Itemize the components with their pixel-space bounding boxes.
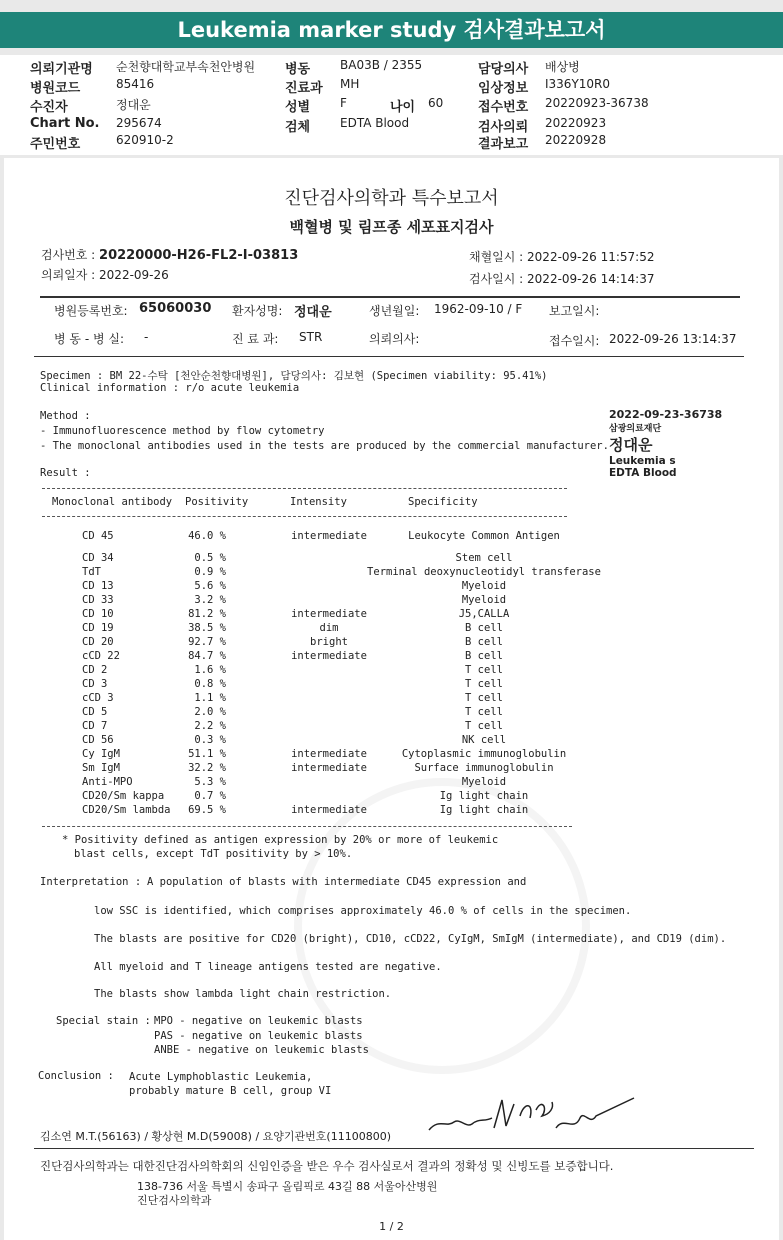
- specificity-cell: B cell: [465, 636, 503, 648]
- specimen-stamp: [609, 408, 722, 479]
- referring-doctor-label: 의뢰의사:: [369, 332, 420, 346]
- page-number: 1 / 2: [379, 1220, 404, 1233]
- patient-name-label: 환자성명:: [232, 304, 283, 318]
- department-label: 진 료 과:: [232, 332, 279, 346]
- specificity-cell: Terminal deoxynucleotidyl transferase: [367, 566, 601, 578]
- stamp-number: 2022-09-23-36738: [609, 408, 723, 421]
- hospital-code-label: 병원코드: [30, 81, 81, 96]
- result-report-value: 20220928: [545, 133, 607, 147]
- antibody-cell: CD20/Sm lambda: [82, 804, 171, 816]
- specificity-cell: Stem cell: [455, 552, 513, 564]
- result-report-label: 결과보고: [478, 137, 529, 152]
- interpretation-line-2: low SSC is identified, which comprises approximately 46.0 % of cells in the specimen.: [94, 905, 632, 917]
- doctor-signature: [424, 1088, 639, 1138]
- header-info: [0, 55, 783, 155]
- footnote-line-1: * Positivity defined as antigen expression by 20% or more of leukemic: [62, 834, 499, 846]
- intensity-cell: intermediate: [291, 608, 367, 620]
- conclusion-label: Conclusion :: [38, 1070, 114, 1082]
- antibody-cell: Cy IgM: [82, 748, 120, 760]
- patient-value: 정대운: [116, 98, 151, 112]
- report-time-label: 보고일시:: [549, 304, 600, 318]
- divider: [34, 356, 744, 357]
- hospital-label: 의뢰기관명: [30, 62, 93, 77]
- positivity-cell: 81.2 %: [188, 608, 226, 620]
- specificity-cell: Cytoplasmic immunoglobulin: [401, 748, 567, 760]
- birth-label: 생년월일:: [369, 304, 420, 318]
- positivity-cell: 0.3 %: [194, 734, 226, 746]
- positivity-cell: 2.2 %: [194, 720, 226, 732]
- specificity-cell: T cell: [465, 720, 503, 732]
- col-header-intensity: Intensity: [290, 496, 347, 508]
- positivity-cell: 0.8 %: [194, 678, 226, 690]
- specificity-cell: Ig light chain: [439, 804, 529, 816]
- resident-no-value: 620910-2: [116, 133, 174, 147]
- exam-no-label: 검사번호 :: [41, 248, 100, 262]
- footnote-line-2: blast cells, except TdT positivity by > 10%.: [74, 848, 353, 860]
- table-bottom-rule: [42, 826, 572, 827]
- method-line-2: - The monoclonal antibodies used in the tests are produced by the commercial manufacturer.: [40, 440, 609, 452]
- antibody-cell: cCD 3: [82, 692, 114, 704]
- positivity-cell: 3.2 %: [194, 594, 226, 606]
- specificity-cell: Ig light chain: [439, 790, 529, 802]
- positivity-cell: 0.7 %: [194, 790, 226, 802]
- patient-name: 정대운: [294, 305, 332, 320]
- ward-room-label: 병 동 - 병 실:: [54, 332, 124, 346]
- intensity-cell: intermediate: [291, 748, 367, 760]
- special-stain-line-3: ANBE - negative on leukemic blasts: [154, 1044, 369, 1056]
- antibody-cell: CD 3: [82, 678, 108, 690]
- request-date: 의뢰일자 : 2022-09-26: [41, 268, 169, 282]
- antibody-cell: CD 56: [82, 734, 114, 746]
- positivity-cell: 32.2 %: [188, 762, 226, 774]
- receipt-no-label: 접수번호: [478, 100, 529, 115]
- ward-value: BA03B / 2355: [340, 58, 423, 72]
- reg-no: 65060030: [139, 301, 212, 316]
- clinical-info-label: 임상정보: [478, 81, 529, 96]
- antibody-cell: CD 7: [82, 720, 108, 732]
- intensity-cell: intermediate: [291, 650, 367, 662]
- specificity-cell: Myeloid: [461, 594, 507, 606]
- hospital-value: 순천향대학교부속천안병원: [116, 60, 256, 74]
- report-document: [4, 158, 779, 1240]
- specimen-value: EDTA Blood: [340, 116, 410, 130]
- specificity-cell: Myeloid: [461, 580, 507, 592]
- stamp-test: Leukemia s: [609, 455, 676, 467]
- conclusion-line-2: probably mature B cell, group VI: [129, 1085, 332, 1097]
- doctor-label: 담당의사: [478, 62, 529, 77]
- interpretation-line-1: A population of blasts with intermediate CD45 expression and: [147, 876, 527, 888]
- result-label: Result :: [40, 467, 91, 479]
- intensity-cell: dim: [319, 622, 339, 634]
- dept-value: MH: [340, 77, 360, 91]
- antibody-cell: cCD 22: [82, 650, 120, 662]
- antibody-cell: CD20/Sm kappa: [82, 790, 165, 802]
- address-line-2: 진단검사의학과: [137, 1194, 212, 1207]
- sex-label: 성별: [285, 100, 311, 115]
- antibody-cell: CD 2: [82, 664, 108, 676]
- antibody-cell: TdT: [82, 566, 101, 578]
- conclusion-line-1: Acute Lymphoblastic Leukemia,: [129, 1071, 313, 1083]
- specificity-cell: NK cell: [461, 734, 507, 746]
- receipt-time-label: 접수일시:: [549, 334, 600, 348]
- specificity-cell: T cell: [465, 706, 503, 718]
- reg-no-label: 병원등록번호:: [54, 304, 128, 318]
- test-time: 검사일시 : 2022-09-26 14:14:37: [469, 272, 655, 286]
- clinical-info-value: I336Y10R0: [545, 77, 611, 91]
- antibody-cell: CD 10: [82, 608, 114, 620]
- interpretation-line-3: The blasts are positive for CD20 (bright), CD10, cCD22, CyIgM, SmIgM (intermediate), and CD19 (dim).: [94, 933, 727, 945]
- ward-label: 병동: [285, 62, 311, 77]
- department-value: STR: [299, 330, 323, 344]
- interpretation-label: Interpretation :: [40, 876, 142, 888]
- table-header-rule: [42, 516, 567, 517]
- positivity-cell: 1.6 %: [194, 664, 226, 676]
- specimen-line: Specimen : BM 22-수탁 [천안순천향대병원], 담당의사: 김보현 (Specimen viability: 95.41%): [40, 370, 548, 382]
- positivity-cell: 92.7 %: [188, 636, 226, 648]
- special-stain-line-1: MPO - negative on leukemic blasts: [154, 1015, 363, 1027]
- chart-no-value: 295674: [116, 116, 162, 130]
- method-title: Method :: [40, 410, 91, 422]
- report-title: Leukemia marker study 검사결과보고서: [0, 12, 783, 48]
- antibody-cell: Anti-MPO: [82, 776, 133, 788]
- exam-no: 20220000-H26-FL2-I-03813: [99, 248, 299, 263]
- table-top-rule: [42, 488, 567, 489]
- positivity-cell: 2.0 %: [194, 706, 226, 718]
- dept-label: 진료과: [285, 81, 323, 96]
- interpretation-line-4: All myeloid and T lineage antigens tested are negative.: [94, 961, 442, 973]
- divider: [40, 296, 740, 298]
- intensity-cell: intermediate: [291, 804, 367, 816]
- intensity-cell: bright: [310, 636, 348, 648]
- positivity-cell: 69.5 %: [188, 804, 226, 816]
- age-label: 나이: [390, 100, 416, 115]
- hospital-code-value: 85416: [116, 77, 155, 91]
- antibody-cell: CD 45: [82, 530, 114, 542]
- specificity-cell: Myeloid: [461, 776, 507, 788]
- specificity-cell: T cell: [465, 678, 503, 690]
- chart-no-label: Chart No.: [30, 116, 100, 131]
- col-header-specificity: Specificity: [408, 496, 478, 508]
- special-stain-label: Special stain :: [56, 1015, 151, 1027]
- sex-value: F: [340, 96, 347, 110]
- certification-text: 진단검사의학과는 대한진단검사의학회의 신임인증을 받은 우수 검사실로서 결과의 정확성 및 신빙도를 보증합니다.: [40, 1159, 614, 1173]
- specificity-cell: T cell: [465, 692, 503, 704]
- resident-no-label: 주민번호: [30, 137, 81, 152]
- positivity-cell: 1.1 %: [194, 692, 226, 704]
- specimen-label: 검체: [285, 120, 311, 135]
- request-value: 20220923: [545, 116, 607, 130]
- positivity-cell: 0.9 %: [194, 566, 226, 578]
- col-header-positivity: Positivity: [185, 496, 249, 508]
- antibody-cell: CD 34: [82, 552, 114, 564]
- antibody-cell: CD 20: [82, 636, 114, 648]
- intensity-cell: intermediate: [291, 530, 367, 542]
- receipt-time-value: 2022-09-26 13:14:37: [609, 332, 737, 346]
- specificity-cell: T cell: [465, 664, 503, 676]
- positivity-cell: 38.5 %: [188, 622, 226, 634]
- positivity-cell: 84.7 %: [188, 650, 226, 662]
- divider: [34, 1148, 754, 1149]
- specificity-cell: Leukocyte Common Antigen: [408, 530, 560, 542]
- birth-value: 1962-09-10 / F: [434, 302, 523, 316]
- patient-label: 수진자: [30, 100, 68, 115]
- positivity-cell: 5.3 %: [194, 776, 226, 788]
- antibody-cell: CD 5: [82, 706, 108, 718]
- ward-room-value: -: [144, 330, 149, 344]
- interpretation-line-5: The blasts show lambda light chain restriction.: [94, 988, 392, 1000]
- antibody-cell: CD 13: [82, 580, 114, 592]
- specificity-cell: J5,CALLA: [458, 608, 510, 620]
- collect-time: 채혈일시 : 2022-09-26 11:57:52: [469, 250, 655, 264]
- report-title-main: 진단검사의학과 특수보고서: [284, 188, 499, 209]
- doctor-value: 배상병: [545, 60, 580, 74]
- address-line-1: 138-736 서울 특별시 송파구 올림픽로 43길 88 서울아산병원: [137, 1180, 438, 1193]
- positivity-cell: 5.6 %: [194, 580, 226, 592]
- col-header-antibody: Monoclonal antibody: [52, 496, 173, 508]
- stamp-name: 정대운: [609, 436, 653, 454]
- signers: 김소연 M.T.(56163) / 황상현 M.D(59008) / 요양기관번호(11100800): [40, 1130, 391, 1143]
- stamp-specimen: EDTA Blood: [609, 467, 677, 479]
- age-value: 60: [428, 96, 444, 110]
- specificity-cell: Surface immunoglobulin: [414, 762, 554, 774]
- intensity-cell: intermediate: [291, 762, 367, 774]
- antibody-cell: Sm IgM: [82, 762, 120, 774]
- stamp-org: 삼광의료재단: [609, 424, 662, 434]
- receipt-no-value: 20220923-36738: [545, 96, 649, 110]
- clinical-info-line: Clinical information : r/o acute leukemia: [40, 382, 300, 394]
- antibody-cell: CD 19: [82, 622, 114, 634]
- special-stain-line-2: PAS - negative on leukemic blasts: [154, 1030, 363, 1042]
- positivity-cell: 51.1 %: [188, 748, 226, 760]
- report-title-sub: 백혈병 및 림프종 세포표지검사: [289, 218, 494, 236]
- positivity-cell: 0.5 %: [194, 552, 226, 564]
- specificity-cell: B cell: [465, 622, 503, 634]
- positivity-cell: 46.0 %: [188, 530, 226, 542]
- specificity-cell: B cell: [465, 650, 503, 662]
- method-line-1: - Immunofluorescence method by flow cytometry: [40, 425, 325, 437]
- antibody-cell: CD 33: [82, 594, 114, 606]
- request-label: 검사의뢰: [478, 120, 529, 135]
